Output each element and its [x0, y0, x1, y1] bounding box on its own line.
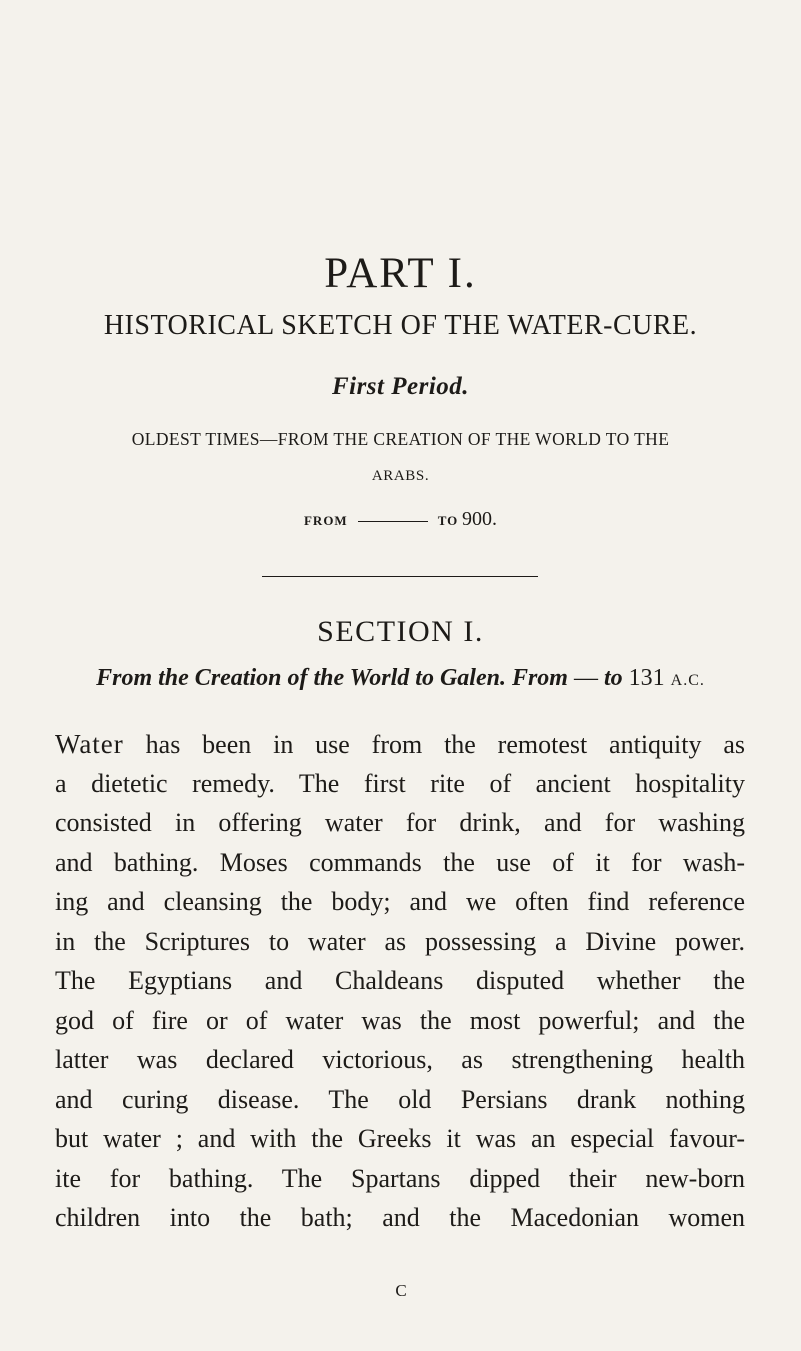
section-subtitle-year: 131 [628, 665, 665, 691]
body-line-2: a dietetic remedy. The first rite of ancient hospitality [55, 768, 745, 798]
section-heading: SECTION I. [317, 615, 484, 648]
body-first-word: Water [55, 729, 124, 759]
period-dates-end: 900. [462, 508, 498, 530]
section-subtitle-dash: — [573, 665, 598, 691]
body-line-4: and bathing. Moses commands the use of it for wash- [55, 847, 745, 877]
period-dates [0, 509, 801, 529]
period-dates-from: FROM [303, 513, 348, 528]
body-line-6: in the Scriptures to water as possessing a Divine power. [55, 926, 745, 956]
body-line-text: has been in use from the remotest antiquity as [145, 730, 746, 759]
period-dates-dash [358, 521, 428, 522]
body-line-12: ite for bathing. The Spartans dipped their new-born [55, 1163, 745, 1193]
book-title: HISTORICAL SKETCH OF THE WATER-CURE. [103, 310, 698, 341]
period-title: First Period. [331, 373, 470, 400]
body-line-13: children into the bath; and the Macedonian women [55, 1203, 745, 1232]
section-subtitle-era: A.C. [670, 672, 705, 689]
part-heading: PART I. [324, 250, 477, 297]
body-line-10: and curing disease. The old Persians drank nothing [55, 1084, 745, 1114]
section-subtitle-main: From the Creation of the World to Galen. From [96, 665, 568, 691]
body-line-3: consisted in offering water for drink, and for washing [55, 808, 745, 837]
period-subtitle-line-1: OLDEST TIMES—FROM THE CREATION OF THE WORLD TO THE [131, 429, 670, 449]
section-subtitle [0, 666, 801, 690]
section-subtitle-to: to [603, 665, 623, 691]
period-dates-to: TO [437, 513, 459, 528]
period-subtitle-line-2: ARABS. [371, 468, 430, 484]
section-divider-rule [262, 576, 538, 577]
signature-mark: C [395, 1281, 407, 1300]
body-line-7: The Egyptians and Chaldeans disputed whether the [55, 966, 745, 995]
body-line-8: god of fire or of water was the most powerful; and the [55, 1005, 745, 1035]
body-line-1 [55, 731, 745, 758]
body-line-9: latter was declared victorious, as strengthening health [55, 1045, 745, 1074]
body-line-5: ing and cleansing the body; and we often find reference [55, 887, 745, 916]
body-line-11: but water ; and with the Greeks it was an especial favour- [55, 1124, 745, 1153]
